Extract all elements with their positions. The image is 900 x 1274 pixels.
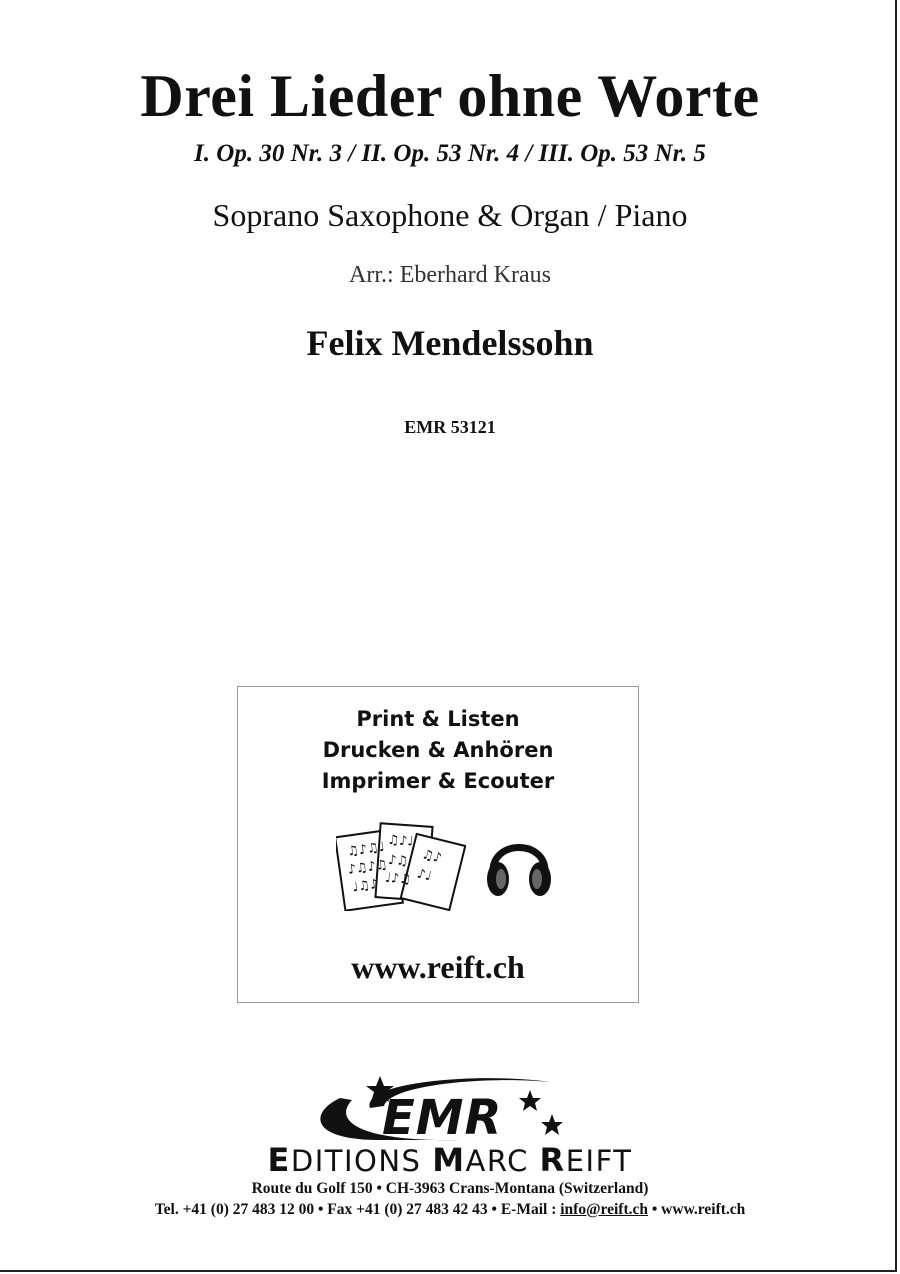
publisher-address: Route du Golf 150 • CH-3963 Crans-Montana (Switzerland)	[251, 1180, 649, 1197]
catalog-number: EMR 53121	[404, 417, 496, 437]
arranger: Arr.: Eberhard Kraus	[349, 262, 551, 288]
publisher-name-eift: EIFT	[565, 1144, 633, 1178]
publisher-name-ditions: DITIONS	[290, 1144, 433, 1178]
instrumentation: Soprano Saxophone & Organ / Piano	[212, 197, 688, 233]
publisher-contact	[0, 1201, 900, 1219]
contact-phone-fax: Tel. +41 (0) 27 483 12 00 • Fax +41 (0) 27 483 42 43 • E-Mail :	[154, 1201, 561, 1218]
promo-line-german: Drucken & Anhören	[322, 738, 554, 762]
opus-subtitle: I. Op. 30 Nr. 3 / II. Op. 53 Nr. 4 / III. Op. 53 Nr. 5	[194, 140, 706, 167]
publisher-name-arc: ARC	[465, 1144, 540, 1178]
svg-text:♫♪: ♫♪	[420, 847, 444, 867]
svg-text:♫♪♫♩: ♫♪♫♩	[346, 839, 386, 860]
promo-website[interactable]: www.reift.ch	[351, 949, 525, 985]
svg-text:♩♫♪: ♩♫♪	[351, 876, 380, 896]
promo-line-french: Imprimer & Ecouter	[321, 769, 555, 793]
svg-text:♫♪♩: ♫♪♩	[386, 832, 415, 850]
publisher-name-e: E	[267, 1141, 291, 1179]
publisher-name	[0, 1141, 900, 1179]
headphones-icon	[483, 825, 555, 903]
publisher-name-m: M	[432, 1141, 466, 1179]
print-listen-box	[237, 686, 639, 1003]
svg-text:♪♫: ♪♫	[387, 852, 409, 870]
composer: Felix Mendelssohn	[306, 323, 594, 363]
svg-text:EMR: EMR	[382, 1090, 503, 1146]
promo-line-english: Print & Listen	[356, 707, 520, 731]
svg-text:♪♫♪♫: ♪♫♪♫	[346, 857, 389, 878]
emr-logo	[300, 1068, 590, 1150]
publisher-name-r: R	[539, 1141, 566, 1179]
sheet-music-icon	[336, 819, 466, 911]
svg-text:♩♪♫: ♩♪♫	[384, 870, 412, 888]
svg-text:♪♩: ♪♩	[415, 866, 433, 885]
contact-website: • www.reift.ch	[648, 1201, 746, 1218]
page-title: Drei Lieder ohne Worte	[140, 63, 760, 129]
contact-email-link[interactable]: info@reift.ch	[560, 1201, 648, 1218]
